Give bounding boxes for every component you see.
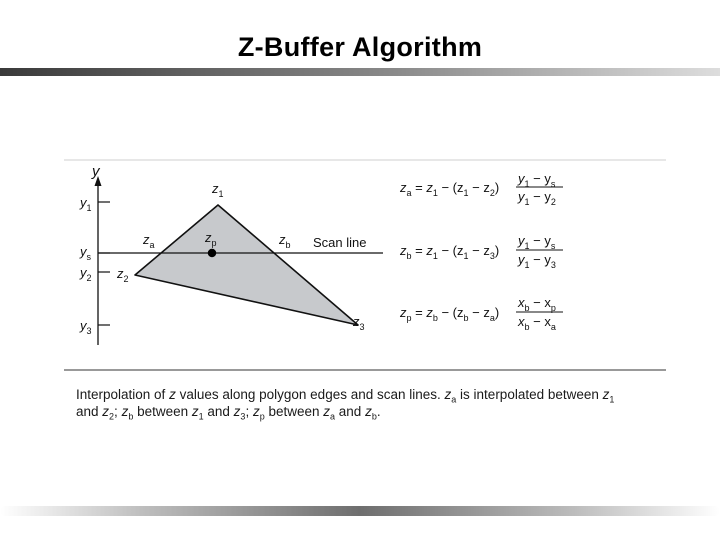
caption-segment: z (121, 404, 129, 419)
caption-segment: z (169, 387, 176, 402)
eq-zb-num-2: − y (529, 233, 551, 248)
caption-segment: . (376, 404, 381, 419)
y-tick-label-1 (79, 195, 92, 213)
scan-label-za (142, 232, 155, 250)
vertex-label-z3-sub: 3 (359, 322, 365, 332)
eq-zb-rhs-0: z (426, 243, 433, 258)
y-tick-label-2-sub: 2 (86, 273, 92, 283)
vertex-label-z2-sub: 2 (123, 274, 129, 284)
y-axis-label: y (92, 163, 100, 180)
eq-za-rhs-2: − (z (437, 180, 464, 195)
vertex-label-z1-sub: 1 (218, 189, 224, 199)
caption-segment: is interpolated between (456, 387, 603, 402)
eq-zp-rhs-3: b (463, 313, 469, 323)
caption-segment: and (76, 404, 103, 419)
scan-label-zp-sub: p (211, 238, 217, 248)
eq-zb-num-3: s (550, 241, 556, 251)
eq-zp-num-1: b (524, 303, 530, 313)
equation-zp (399, 295, 563, 332)
eq-zp-num-0: x (518, 295, 525, 310)
eq-za-num-3: s (550, 179, 556, 189)
caption-segment: z (252, 404, 260, 419)
caption-segment: between (264, 404, 324, 419)
caption-segment: z (102, 404, 110, 419)
scan-label-zb-base: z (279, 232, 286, 247)
vertex-label-z2 (116, 266, 129, 284)
eq-zb-rhs-6: ) (494, 243, 500, 258)
eq-zb-rhs-1: 1 (432, 251, 438, 261)
eq-zp-rhs-6: ) (494, 305, 500, 320)
figure-caption-line-2 (76, 404, 676, 422)
caption-segment: z (602, 387, 610, 402)
caption-segment: p (259, 411, 265, 422)
eq-zp-rhs-2: − (z (437, 305, 464, 320)
y-tick-label-1-sub: 1 (86, 203, 92, 213)
caption-segment: z (191, 404, 199, 419)
caption-segment: b (371, 411, 377, 422)
equation-zb (399, 233, 563, 270)
eq-za-rhs-1: 1 (432, 188, 438, 198)
scan-line-label: Scan line (313, 235, 367, 250)
caption-segment: z (233, 404, 241, 419)
eq-zb-den-3: 3 (550, 260, 556, 270)
eq-zb-rhs-2: − (z (437, 243, 464, 258)
equation-zp-lhs: $z_p = z_b - (z_b - z_a)$ (400, 305, 500, 323)
caption-segment: z (323, 404, 331, 419)
caption-segment: values along polygon edges and scan lines. (175, 387, 445, 402)
caption-segment: Interpolation of (76, 387, 170, 402)
vertex-label-z2-base: z (117, 266, 124, 281)
caption-segment: ; (245, 404, 253, 419)
y-tick-label-2-base: y (80, 265, 87, 280)
eq-zb-rhs-4: − z (468, 243, 490, 258)
eq-zp-rhs-4: − z (468, 305, 490, 320)
eq-za-rhs-0: z (426, 180, 433, 195)
eq-zp-den-1: b (524, 322, 530, 332)
y-tick-label-3 (79, 318, 92, 336)
y-tick-label-2 (79, 265, 92, 283)
eq-zp-den-0: x (518, 314, 525, 329)
y-tick-label-s-base: y (80, 244, 87, 259)
y-tick-label-3-base: y (80, 318, 87, 333)
caption-segment: and (203, 404, 234, 419)
eq-zb-lhs-base: z (400, 243, 407, 258)
caption-segment: z (365, 404, 372, 419)
caption-segment: 1 (609, 394, 615, 405)
eq-zp-den-2: − x (529, 314, 551, 329)
eq-zp-rhs-5: a (489, 313, 495, 323)
vertex-label-z1 (211, 181, 224, 199)
eq-za-den-3: 2 (550, 197, 556, 207)
equation-za-lhs: $z_a = z_1 - (z_1 - z_2)$ (400, 180, 500, 198)
eq-zp-rhs-0: z (426, 305, 433, 320)
eq-zp-lhs-base: z (400, 305, 407, 320)
eq-za-den-1: 1 (524, 197, 530, 207)
scan-label-zb-sub: b (285, 240, 291, 250)
equation-za-numerator (517, 171, 556, 189)
eq-zp-rhs-1: b (432, 313, 438, 323)
eq-zp-num-3: p (550, 303, 556, 313)
equation-zp-denominator (517, 314, 556, 332)
caption-segment: between (133, 404, 192, 419)
footer-decorative-bar (0, 506, 720, 516)
y-tick-label-1-base: y (80, 195, 87, 210)
equation-zb-lhs: $z_b = z_1 - (z_1 - z_3)$ (400, 243, 500, 261)
equation-zb-numerator (517, 233, 556, 251)
eq-zb-rhs-5: 3 (489, 251, 495, 261)
scan-label-za-sub: a (149, 240, 155, 250)
eq-za-num-0: y (518, 171, 525, 186)
equation-zb-denominator (517, 252, 556, 270)
y-tick-label-s (79, 244, 92, 262)
eq-za-rhs-3: 1 (463, 188, 469, 198)
eq-za-rhs-4: − z (468, 180, 490, 195)
caption-segment: z (444, 387, 452, 402)
scan-label-zp-base: z (205, 230, 212, 245)
scan-label-za-base: z (143, 232, 150, 247)
eq-zb-num-1: 1 (524, 241, 530, 251)
eq-za-den-0: y (518, 189, 525, 204)
caption-segment: and (335, 404, 366, 419)
caption-segment: a (451, 394, 457, 405)
eq-za-rhs-6: ) (494, 180, 500, 195)
eq-za-num-2: − y (529, 171, 551, 186)
caption-segment: 3 (240, 411, 246, 422)
eq-za-lhs-sub: a (406, 188, 412, 198)
caption-segment: 1 (198, 411, 204, 422)
point-zp (208, 249, 216, 257)
eq-zb-lhs-sub: b (406, 251, 412, 261)
caption-segment: 2 (109, 411, 115, 422)
vertex-label-z3 (352, 314, 365, 332)
y-tick-label-3-sub: 3 (86, 326, 92, 336)
slide-title: Z-Buffer Algorithm (237, 32, 483, 62)
eq-za-rhs-5: 2 (489, 188, 495, 198)
equation-za-denominator (517, 189, 556, 207)
caption-segment: a (330, 411, 336, 422)
eq-zp-lhs-sub: p (406, 313, 412, 323)
eq-za-num-1: 1 (524, 179, 530, 189)
eq-zp-den-3: a (550, 322, 556, 332)
vertex-label-z3-base: z (353, 314, 360, 329)
polygon-triangle (135, 205, 358, 325)
equation-zp-numerator (517, 295, 556, 313)
eq-zb-rhs-3: 1 (463, 251, 469, 261)
y-tick-label-s-sub: s (86, 252, 91, 262)
equation-za (399, 171, 563, 207)
scan-label-zb (278, 232, 291, 250)
eq-za-den-2: − y (529, 189, 551, 204)
caption-segment: b (128, 411, 134, 422)
caption-segment: ; (114, 404, 122, 419)
eq-zb-den-0: y (518, 252, 525, 267)
figure-caption-line-1 (76, 387, 676, 405)
eq-zb-den-1: 1 (524, 260, 530, 270)
eq-za-lhs-base: z (400, 180, 407, 195)
vertex-label-z1-base: z (212, 181, 219, 196)
eq-zp-num-2: − x (529, 295, 551, 310)
eq-zb-num-0: y (518, 233, 525, 248)
eq-zb-den-2: − y (529, 252, 551, 267)
